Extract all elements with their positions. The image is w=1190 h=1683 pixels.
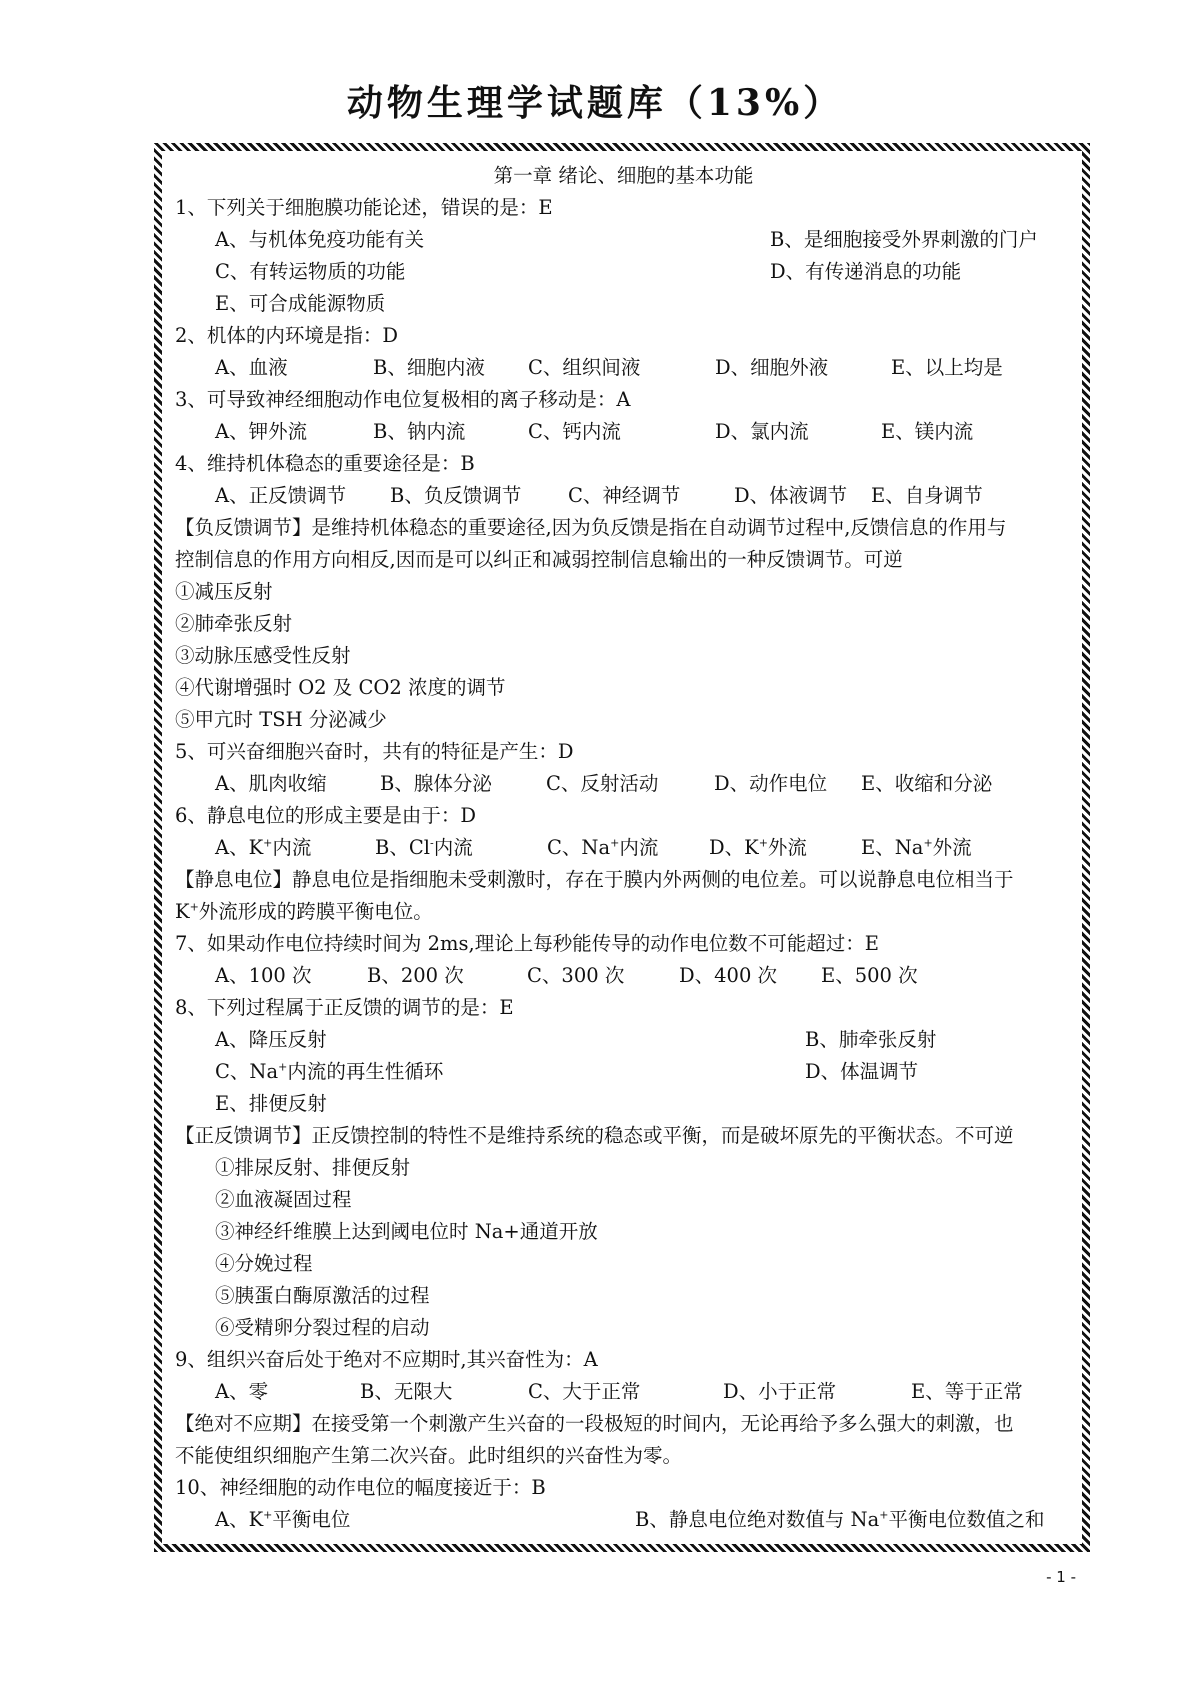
option-d: D、细胞外液 — [715, 356, 829, 379]
question-5-stem: 5、可兴奋细胞兴奋时，共有的特征是产生：D — [175, 740, 574, 763]
note-list-item: ①排尿反射、排便反射 — [215, 1156, 411, 1179]
question-8-options-row1 — [175, 1024, 1072, 1056]
option-b: B、肺牵张反射 — [805, 1028, 937, 1051]
option-c: C、神经调节 — [568, 484, 681, 507]
question-7-stem: 7、如果动作电位持续时间为 2ms,理论上每秒能传导的动作电位数不可能超过：E — [175, 932, 879, 955]
question-1-options-row1 — [175, 224, 1072, 256]
option-b: B、负反馈调节 — [390, 484, 522, 507]
question-9-options — [175, 1376, 1072, 1408]
page-number: - 1 - — [1046, 1568, 1076, 1586]
option-a: A、钾外流 — [215, 420, 308, 443]
option-a: A、K+平衡电位 — [215, 1508, 351, 1531]
option-e: E、收缩和分泌 — [861, 772, 993, 795]
option-b: B、无限大 — [360, 1380, 453, 1403]
question-7-options — [175, 960, 1072, 992]
question-1-stem: 1、下列关于细胞膜功能论述，错误的是：E — [175, 196, 553, 219]
option-c: C、Na+内流的再生性循环 — [215, 1060, 444, 1083]
note-list-item: ⑥受精卵分裂过程的启动 — [215, 1316, 430, 1339]
option-d: D、体液调节 — [734, 484, 848, 507]
question-frame — [154, 143, 1090, 1552]
note-resting-potential-line1: 【静息电位】静息电位是指细胞未受刺激时，存在于膜内外两侧的电位差。可以说静息电位相当于 — [175, 868, 1014, 891]
note-list-item: ②血液凝固过程 — [215, 1188, 352, 1211]
option-b: B、腺体分泌 — [380, 772, 492, 795]
option-a: A、与机体免疫功能有关 — [215, 228, 425, 251]
question-3-options — [175, 416, 1072, 448]
note-list-item: ⑤甲亢时 TSH 分泌减少 — [175, 708, 387, 731]
question-4-stem: 4、维持机体稳态的重要途径是：B — [175, 452, 475, 475]
page-title: 动物生理学试题库（13%） — [346, 82, 844, 124]
question-5-options — [175, 768, 1072, 800]
option-d: D、400 次 — [679, 964, 778, 987]
option-d: D、动作电位 — [714, 772, 828, 795]
option-a: A、肌肉收缩 — [215, 772, 327, 795]
question-10-stem: 10、神经细胞的动作电位的幅度接近于：B — [175, 1476, 546, 1499]
option-e: E、排便反射 — [215, 1092, 327, 1115]
option-a: A、正反馈调节 — [215, 484, 347, 507]
note-negative-feedback-line1: 【负反馈调节】是维持机体稳态的重要途径,因为负反馈是指在自动调节过程中,反馈信息的作用与 — [175, 516, 1007, 539]
option-c: C、反射活动 — [546, 772, 659, 795]
option-b: B、200 次 — [367, 964, 464, 987]
question-8-options-row2 — [175, 1056, 1072, 1088]
note-list-item: ③动脉压感受性反射 — [175, 644, 351, 667]
option-c: C、组织间液 — [528, 356, 641, 379]
option-b: B、静息电位绝对数值与 Na+平衡电位数值之和 — [635, 1508, 1045, 1531]
note-absolute-refractory-line1: 【绝对不应期】在接受第一个刺激产生兴奋的一段极短的时间内，无论再给予多么强大的刺激，也 — [175, 1412, 1014, 1435]
option-d: D、体温调节 — [805, 1060, 919, 1083]
option-c: C、大于正常 — [528, 1380, 641, 1403]
option-d: D、小于正常 — [723, 1380, 837, 1403]
note-list-item: ①减压反射 — [175, 580, 273, 603]
option-e: E、等于正常 — [911, 1380, 1023, 1403]
question-4-options — [175, 480, 1072, 512]
question-3-stem: 3、可导致神经细胞动作电位复极相的离子移动是：A — [175, 388, 631, 411]
option-d: D、K+外流 — [709, 836, 807, 859]
question-8-stem: 8、下列过程属于正反馈的调节的是：E — [175, 996, 514, 1019]
option-e: E、自身调节 — [871, 484, 983, 507]
option-a: A、100 次 — [215, 964, 312, 987]
question-6-options — [175, 832, 1072, 864]
option-d: D、有传递消息的功能 — [770, 260, 962, 283]
note-resting-potential-line2: K+外流形成的跨膜平衡电位。 — [175, 900, 433, 923]
note-list-item: ⑤胰蛋白酶原激活的过程 — [215, 1284, 430, 1307]
option-c: C、钙内流 — [528, 420, 621, 443]
option-c: C、300 次 — [527, 964, 625, 987]
question-10-options — [175, 1504, 1072, 1536]
option-e: E、以上均是 — [891, 356, 1003, 379]
option-b: B、Cl-内流 — [375, 836, 473, 859]
option-a: A、血液 — [215, 356, 288, 379]
option-d: D、氯内流 — [715, 420, 809, 443]
option-a: A、K+内流 — [215, 836, 312, 859]
option-e: E、Na+外流 — [861, 836, 972, 859]
option-b: B、钠内流 — [373, 420, 466, 443]
chapter-heading: 第一章 绪论、细胞的基本功能 — [493, 164, 754, 187]
note-list-item: ③神经纤维膜上达到阈电位时 Na+通道开放 — [215, 1220, 598, 1243]
note-negative-feedback-line2: 控制信息的作用方向相反,因而是可以纠正和减弱控制信息输出的一种反馈调节。可逆 — [175, 548, 903, 571]
option-b: B、细胞内液 — [373, 356, 485, 379]
option-e: E、可合成能源物质 — [215, 292, 386, 315]
option-a: A、降压反射 — [215, 1028, 327, 1051]
option-e: E、500 次 — [821, 964, 918, 987]
question-6-stem: 6、静息电位的形成主要是由于：D — [175, 804, 477, 827]
option-b: B、是细胞接受外界刺激的门户 — [770, 228, 1038, 251]
note-positive-feedback-line1: 【正反馈调节】正反馈控制的特性不是维持系统的稳态或平衡，而是破坏原先的平衡状态。不可逆 — [175, 1124, 1014, 1147]
question-2-stem: 2、机体的内环境是指：D — [175, 324, 399, 347]
option-c: C、有转运物质的功能 — [215, 260, 406, 283]
note-list-item: ②肺牵张反射 — [175, 612, 293, 635]
question-1-options-row2 — [175, 256, 1072, 288]
note-absolute-refractory-line2: 不能使组织细胞产生第二次兴奋。此时组织的兴奋性为零。 — [175, 1444, 683, 1467]
question-9-stem: 9、组织兴奋后处于绝对不应期时,其兴奋性为：A — [175, 1348, 598, 1371]
question-2-options — [175, 352, 1072, 384]
option-a: A、零 — [215, 1380, 269, 1403]
note-list-item: ④代谢增强时 O2 及 CO2 浓度的调节 — [175, 676, 506, 699]
option-e: E、镁内流 — [881, 420, 974, 443]
option-c: C、Na+内流 — [547, 836, 659, 859]
note-list-item: ④分娩过程 — [215, 1252, 313, 1275]
